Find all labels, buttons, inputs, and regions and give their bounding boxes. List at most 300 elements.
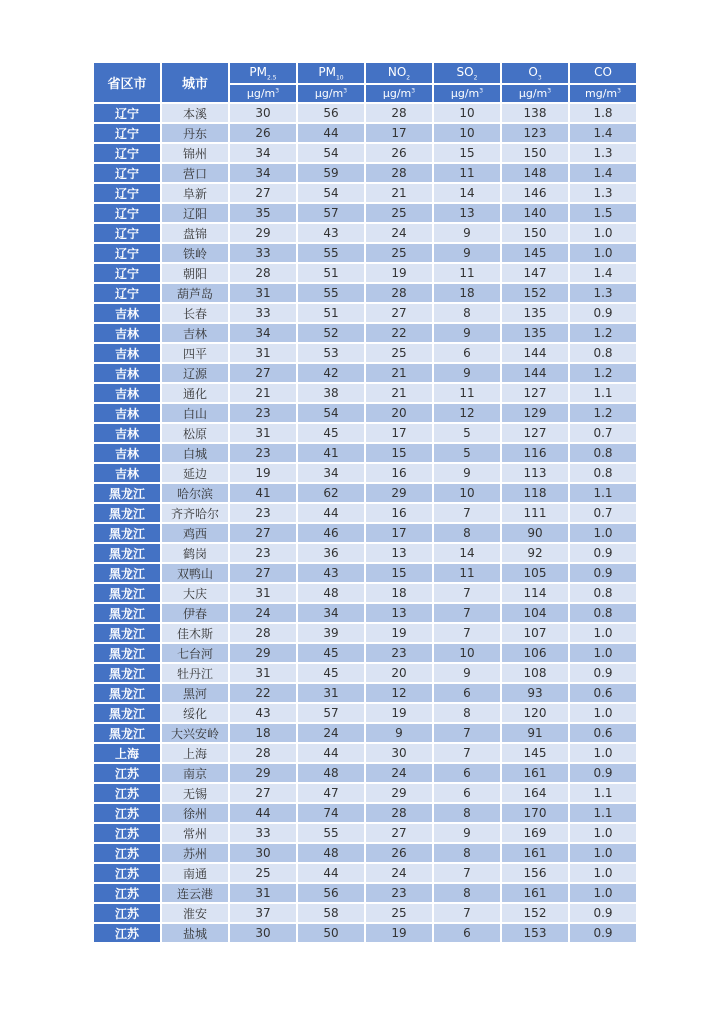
table-row [94, 804, 636, 822]
province-cell: 黑龙江 [94, 524, 160, 542]
so2-cell: 7 [434, 904, 500, 922]
city-cell: 淮安 [162, 904, 228, 922]
so2-cell: 8 [434, 804, 500, 822]
co-cell: 1.1 [570, 484, 636, 502]
so2-cell: 6 [434, 924, 500, 942]
so2-cell: 9 [434, 664, 500, 682]
table-row [94, 604, 636, 622]
pm25-cell: 37 [230, 904, 296, 922]
city-cell: 南京 [162, 764, 228, 782]
co-cell: 1.1 [570, 784, 636, 802]
pm25-cell: 18 [230, 724, 296, 742]
pm25-cell: 25 [230, 864, 296, 882]
table-header [94, 63, 636, 102]
city-cell: 白城 [162, 444, 228, 462]
so2-cell: 13 [434, 204, 500, 222]
province-cell: 黑龙江 [94, 564, 160, 582]
no2-cell: 24 [366, 224, 432, 242]
no2-cell: 29 [366, 784, 432, 802]
pm10-cell: 44 [298, 504, 364, 522]
o3-cell: 93 [502, 684, 568, 702]
pollutant-subscript: 3 [537, 74, 542, 82]
o3-cell: 148 [502, 164, 568, 182]
pm25-cell: 28 [230, 264, 296, 282]
co-cell: 1.8 [570, 104, 636, 122]
no2-unit [366, 85, 432, 102]
o3-cell: 145 [502, 744, 568, 762]
pm10-cell: 57 [298, 204, 364, 222]
pm25-cell: 30 [230, 924, 296, 942]
table-row [94, 304, 636, 322]
province-cell: 江苏 [94, 904, 160, 922]
co-cell: 1.0 [570, 644, 636, 662]
province-cell: 黑龙江 [94, 644, 160, 662]
pm25-cell: 29 [230, 224, 296, 242]
unit-text: μg/m [314, 87, 344, 100]
table-row [94, 164, 636, 182]
co-cell: 0.9 [570, 764, 636, 782]
co-cell: 1.4 [570, 264, 636, 282]
pm10-cell: 38 [298, 384, 364, 402]
province-cell: 辽宁 [94, 184, 160, 202]
no2-cell: 16 [366, 504, 432, 522]
no2-cell: 17 [366, 524, 432, 542]
pm10-cell: 62 [298, 484, 364, 502]
so2-cell: 18 [434, 284, 500, 302]
pm25-cell: 27 [230, 184, 296, 202]
pm25-cell: 35 [230, 204, 296, 222]
o3-cell: 156 [502, 864, 568, 882]
no2-cell: 25 [366, 344, 432, 362]
o3-cell: 150 [502, 224, 568, 242]
co-cell: 0.6 [570, 684, 636, 702]
no2-cell: 16 [366, 464, 432, 482]
no2-cell: 19 [366, 264, 432, 282]
city-cell: 阜新 [162, 184, 228, 202]
so2-cell: 11 [434, 384, 500, 402]
co-cell: 1.0 [570, 844, 636, 862]
pm25-unit [230, 85, 296, 102]
o3-cell: 161 [502, 884, 568, 902]
no2-cell: 21 [366, 184, 432, 202]
pm10-cell: 44 [298, 124, 364, 142]
no2-cell: 17 [366, 424, 432, 442]
table-row [94, 244, 636, 262]
o3-cell: 114 [502, 584, 568, 602]
unit-superscript: 3 [547, 87, 552, 95]
province-cell: 吉林 [94, 384, 160, 402]
so2-cell: 6 [434, 764, 500, 782]
co-cell: 1.0 [570, 884, 636, 902]
co-cell: 0.7 [570, 424, 636, 442]
province-cell: 江苏 [94, 764, 160, 782]
so2-cell: 7 [434, 584, 500, 602]
co-cell: 1.0 [570, 624, 636, 642]
city-cell: 丹东 [162, 124, 228, 142]
city-cell: 黑河 [162, 684, 228, 702]
province-cell: 黑龙江 [94, 684, 160, 702]
unit-text: μg/m [382, 87, 412, 100]
o3-cell: 106 [502, 644, 568, 662]
air-quality-table [92, 61, 638, 944]
province-cell: 江苏 [94, 864, 160, 882]
province-cell: 江苏 [94, 824, 160, 842]
pm10-cell: 50 [298, 924, 364, 942]
table-row [94, 184, 636, 202]
city-cell: 通化 [162, 384, 228, 402]
city-cell: 盐城 [162, 924, 228, 942]
unit-superscript: 3 [617, 87, 621, 95]
city-cell: 佳木斯 [162, 624, 228, 642]
no2-cell: 27 [366, 304, 432, 322]
table-row [94, 724, 636, 742]
city-cell: 大庆 [162, 584, 228, 602]
no2-cell: 25 [366, 904, 432, 922]
pm10-cell: 52 [298, 324, 364, 342]
pm25-cell: 23 [230, 544, 296, 562]
no2-cell: 29 [366, 484, 432, 502]
o3-cell: 146 [502, 184, 568, 202]
co-cell: 0.8 [570, 464, 636, 482]
so2-cell: 9 [434, 224, 500, 242]
no2-cell: 9 [366, 724, 432, 742]
pm10-cell: 53 [298, 344, 364, 362]
so2-cell: 11 [434, 164, 500, 182]
pm10-cell: 45 [298, 644, 364, 662]
o3-cell: 147 [502, 264, 568, 282]
pm10-cell: 57 [298, 704, 364, 722]
co-cell: 1.1 [570, 804, 636, 822]
so2-cell: 8 [434, 304, 500, 322]
table-row [94, 664, 636, 682]
pm25-cell: 27 [230, 564, 296, 582]
o3-cell: 123 [502, 124, 568, 142]
city-cell: 四平 [162, 344, 228, 362]
no2-cell: 17 [366, 124, 432, 142]
unit-text: μg/m [518, 87, 548, 100]
co-cell: 1.0 [570, 704, 636, 722]
pm10-cell: 54 [298, 404, 364, 422]
o3-cell: 113 [502, 464, 568, 482]
table-row [94, 464, 636, 482]
so2-cell: 11 [434, 564, 500, 582]
pm25-cell: 31 [230, 584, 296, 602]
so2-cell: 7 [434, 604, 500, 622]
so2-cell: 10 [434, 124, 500, 142]
header-row-names [94, 63, 636, 83]
pm25-cell: 33 [230, 824, 296, 842]
pm25-cell: 19 [230, 464, 296, 482]
o3-column-header [502, 63, 568, 83]
o3-cell: 138 [502, 104, 568, 122]
pm25-cell: 43 [230, 704, 296, 722]
province-cell: 辽宁 [94, 264, 160, 282]
co-cell: 1.5 [570, 204, 636, 222]
pm25-cell: 31 [230, 884, 296, 902]
pollutant-name: O [528, 64, 538, 79]
co-cell: 1.2 [570, 404, 636, 422]
so2-cell: 9 [434, 364, 500, 382]
pm25-cell: 26 [230, 124, 296, 142]
unit-text: μg/m [246, 87, 276, 100]
o3-cell: 108 [502, 664, 568, 682]
pm10-cell: 48 [298, 764, 364, 782]
pm25-cell: 33 [230, 304, 296, 322]
no2-cell: 25 [366, 244, 432, 262]
o3-cell: 105 [502, 564, 568, 582]
so2-unit [434, 85, 500, 102]
o3-cell: 127 [502, 424, 568, 442]
city-cell: 牡丹江 [162, 664, 228, 682]
co-unit [570, 85, 636, 102]
o3-cell: 164 [502, 784, 568, 802]
city-cell: 连云港 [162, 884, 228, 902]
pollutant-subscript: 2 [473, 74, 478, 82]
so2-cell: 6 [434, 784, 500, 802]
pm10-cell: 51 [298, 264, 364, 282]
city-cell: 延边 [162, 464, 228, 482]
table-row [94, 704, 636, 722]
o3-cell: 144 [502, 364, 568, 382]
province-cell: 辽宁 [94, 164, 160, 182]
co-cell: 0.6 [570, 724, 636, 742]
pm10-cell: 45 [298, 424, 364, 442]
so2-cell: 12 [434, 404, 500, 422]
province-cell: 黑龙江 [94, 544, 160, 562]
co-cell: 1.0 [570, 824, 636, 842]
city-cell: 鸡西 [162, 524, 228, 542]
city-cell: 朝阳 [162, 264, 228, 282]
no2-cell: 15 [366, 444, 432, 462]
table-row [94, 104, 636, 122]
city-cell: 盘锦 [162, 224, 228, 242]
pm25-cell: 27 [230, 784, 296, 802]
table-row [94, 524, 636, 542]
pollutant-name: CO [594, 64, 612, 79]
table-row [94, 624, 636, 642]
pm25-cell: 30 [230, 104, 296, 122]
province-cell: 黑龙江 [94, 624, 160, 642]
table-row [94, 324, 636, 342]
no2-cell: 19 [366, 924, 432, 942]
so2-cell: 9 [434, 324, 500, 342]
so2-cell: 8 [434, 844, 500, 862]
o3-cell: 161 [502, 764, 568, 782]
province-cell: 吉林 [94, 404, 160, 422]
province-cell: 辽宁 [94, 244, 160, 262]
no2-cell: 24 [366, 864, 432, 882]
so2-cell: 14 [434, 544, 500, 562]
city-cell: 铁岭 [162, 244, 228, 262]
province-cell: 吉林 [94, 364, 160, 382]
province-cell: 辽宁 [94, 284, 160, 302]
co-cell: 0.9 [570, 664, 636, 682]
unit-text: μg/m [450, 87, 480, 100]
pm10-cell: 48 [298, 844, 364, 862]
so2-cell: 9 [434, 464, 500, 482]
province-cell: 上海 [94, 744, 160, 762]
province-cell: 江苏 [94, 844, 160, 862]
so2-cell: 7 [434, 864, 500, 882]
pm25-cell: 33 [230, 244, 296, 262]
no2-cell: 28 [366, 104, 432, 122]
province-cell: 辽宁 [94, 204, 160, 222]
table-row [94, 784, 636, 802]
no2-cell: 20 [366, 664, 432, 682]
table-row [94, 224, 636, 242]
unit-superscript: 3 [479, 87, 484, 95]
city-cell: 齐齐哈尔 [162, 504, 228, 522]
province-cell: 吉林 [94, 324, 160, 342]
o3-cell: 140 [502, 204, 568, 222]
province-cell: 黑龙江 [94, 724, 160, 742]
so2-cell: 7 [434, 504, 500, 522]
province-cell: 吉林 [94, 444, 160, 462]
province-cell: 吉林 [94, 424, 160, 442]
pollutant-subscript: 10 [335, 74, 344, 82]
co-cell: 0.7 [570, 504, 636, 522]
pm25-column-header [230, 63, 296, 83]
pm10-cell: 24 [298, 724, 364, 742]
city-cell: 大兴安岭 [162, 724, 228, 742]
co-cell: 1.0 [570, 224, 636, 242]
city-cell: 哈尔滨 [162, 484, 228, 502]
unit-text: mg/m [585, 87, 618, 100]
table-row [94, 644, 636, 662]
province-cell: 黑龙江 [94, 504, 160, 522]
no2-cell: 20 [366, 404, 432, 422]
no2-cell: 26 [366, 844, 432, 862]
city-cell: 营口 [162, 164, 228, 182]
pollutant-subscript: 2 [406, 74, 411, 82]
pm25-cell: 22 [230, 684, 296, 702]
city-cell: 葫芦岛 [162, 284, 228, 302]
co-cell: 0.9 [570, 904, 636, 922]
co-cell: 0.9 [570, 544, 636, 562]
no2-cell: 25 [366, 204, 432, 222]
table-row [94, 404, 636, 422]
table-row [94, 824, 636, 842]
o3-cell: 152 [502, 904, 568, 922]
pm25-cell: 23 [230, 504, 296, 522]
co-cell: 0.9 [570, 924, 636, 942]
co-cell: 1.2 [570, 364, 636, 382]
unit-superscript: 3 [411, 87, 416, 95]
table-body [94, 104, 636, 942]
table-row [94, 344, 636, 362]
no2-cell: 23 [366, 884, 432, 902]
no2-column-header [366, 63, 432, 83]
so2-cell: 8 [434, 884, 500, 902]
pm10-cell: 43 [298, 224, 364, 242]
o3-cell: 120 [502, 704, 568, 722]
co-cell: 1.0 [570, 864, 636, 882]
pm10-cell: 47 [298, 784, 364, 802]
city-cell: 上海 [162, 744, 228, 762]
city-cell: 辽阳 [162, 204, 228, 222]
no2-cell: 21 [366, 384, 432, 402]
province-cell: 辽宁 [94, 144, 160, 162]
pm10-cell: 44 [298, 744, 364, 762]
no2-cell: 30 [366, 744, 432, 762]
pm25-cell: 41 [230, 484, 296, 502]
province-column-header: 省区市 [94, 63, 160, 102]
so2-cell: 11 [434, 264, 500, 282]
pm10-cell: 44 [298, 864, 364, 882]
table-row [94, 764, 636, 782]
o3-cell: 104 [502, 604, 568, 622]
province-cell: 吉林 [94, 304, 160, 322]
no2-cell: 27 [366, 824, 432, 842]
pm25-cell: 29 [230, 764, 296, 782]
no2-cell: 28 [366, 804, 432, 822]
province-cell: 吉林 [94, 344, 160, 362]
co-cell: 1.3 [570, 144, 636, 162]
so2-cell: 9 [434, 824, 500, 842]
o3-cell: 116 [502, 444, 568, 462]
province-cell: 江苏 [94, 884, 160, 902]
province-cell: 江苏 [94, 924, 160, 942]
pm10-cell: 55 [298, 284, 364, 302]
city-cell: 苏州 [162, 844, 228, 862]
pm25-cell: 27 [230, 364, 296, 382]
o3-cell: 161 [502, 844, 568, 862]
city-cell: 徐州 [162, 804, 228, 822]
o3-cell: 145 [502, 244, 568, 262]
o3-cell: 91 [502, 724, 568, 742]
table-row [94, 744, 636, 762]
table-row [94, 584, 636, 602]
province-cell: 黑龙江 [94, 664, 160, 682]
o3-cell: 152 [502, 284, 568, 302]
table-row [94, 884, 636, 902]
no2-cell: 26 [366, 144, 432, 162]
pollutant-name: NO [387, 64, 407, 79]
o3-cell: 111 [502, 504, 568, 522]
province-cell: 辽宁 [94, 224, 160, 242]
o3-cell: 153 [502, 924, 568, 942]
city-cell: 锦州 [162, 144, 228, 162]
co-cell: 1.4 [570, 164, 636, 182]
pm25-cell: 34 [230, 164, 296, 182]
table-row [94, 424, 636, 442]
pm25-cell: 31 [230, 664, 296, 682]
city-cell: 松原 [162, 424, 228, 442]
co-cell: 1.3 [570, 184, 636, 202]
pm10-cell: 58 [298, 904, 364, 922]
pm25-cell: 34 [230, 144, 296, 162]
no2-cell: 22 [366, 324, 432, 342]
pm10-cell: 59 [298, 164, 364, 182]
table-row [94, 504, 636, 522]
pm10-cell: 34 [298, 604, 364, 622]
table-row [94, 264, 636, 282]
pm10-cell: 36 [298, 544, 364, 562]
table-row [94, 124, 636, 142]
no2-cell: 28 [366, 284, 432, 302]
o3-cell: 92 [502, 544, 568, 562]
so2-cell: 5 [434, 444, 500, 462]
o3-cell: 118 [502, 484, 568, 502]
co-cell: 0.8 [570, 584, 636, 602]
co-cell: 0.8 [570, 344, 636, 362]
so2-cell: 10 [434, 104, 500, 122]
co-column-header [570, 63, 636, 83]
table-row [94, 864, 636, 882]
co-cell: 0.9 [570, 564, 636, 582]
pm25-cell: 30 [230, 844, 296, 862]
province-cell: 江苏 [94, 784, 160, 802]
